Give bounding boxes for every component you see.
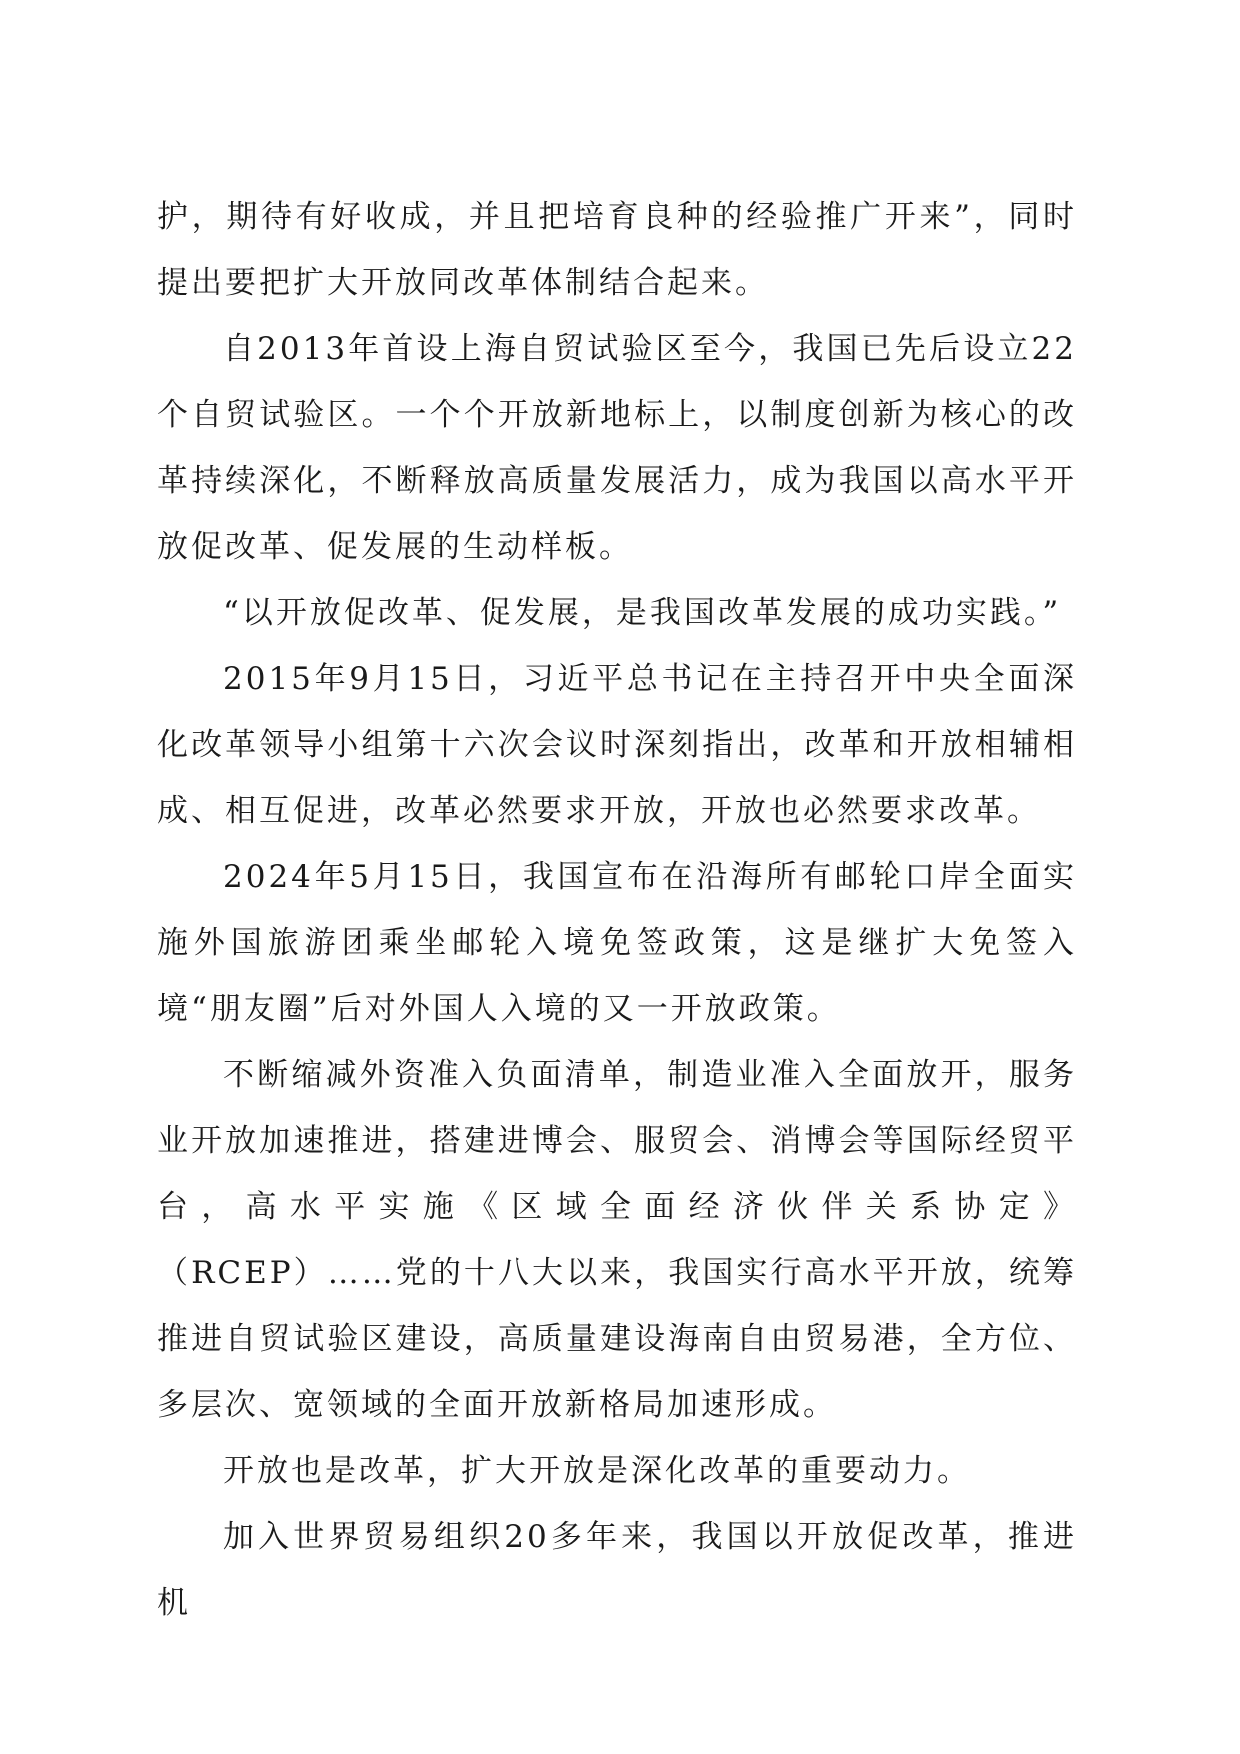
paragraph: 加入世界贸易组织20多年来，我国以开放促改革，推进机 [157,1519,1077,1621]
paragraph: 2015年9月15日，习近平总书记在主持召开中央全面深化改革领导小组第十六次会议时深刻指出，改革和开放相辅相成、相互促进，改革必然要求开放，开放也必然要求改革。 [157,661,1077,829]
body-text [157,184,1077,1636]
paragraph-continuation: 护，期待有好收成，并且把培育良种的经验推广开来”，同时提出要把扩大开放同改革体制结合起来。 [157,199,1077,301]
paragraph: 开放也是改革，扩大开放是深化改革的重要动力。 [223,1453,971,1489]
paragraph: 自2013年首设上海自贸试验区至今，我国已先后设立22个自贸试验区。一个个开放新地标上，以制度创新为核心的改革持续深化，不断释放高质量发展活力，成为我国以高水平开放促改革、促发展的生动样板。 [157,331,1077,565]
paragraph: 2024年5月15日，我国宣布在沿海所有邮轮口岸全面实施外国旅游团乘坐邮轮入境免签政策，这是继扩大免签入境“朋友圈”后对外国人入境的又一开放政策。 [157,859,1077,1027]
paragraph-quote: “以开放促改革、促发展，是我国改革发展的成功实践。” [223,595,1062,631]
paragraph: 不断缩减外资准入负面清单，制造业准入全面放开，服务业开放加速推进，搭建进博会、服贸会、消博会等国际经贸平台，高水平实施《区域全面经济伙伴关系协定》（RCEP）……党的十八大以来，我国实行高水平开放，统筹推进自贸试验区建设，高质量建设海南自由贸易港，全方位、多层次、宽领域的全面开放新格局加速形成。 [157,1057,1077,1423]
